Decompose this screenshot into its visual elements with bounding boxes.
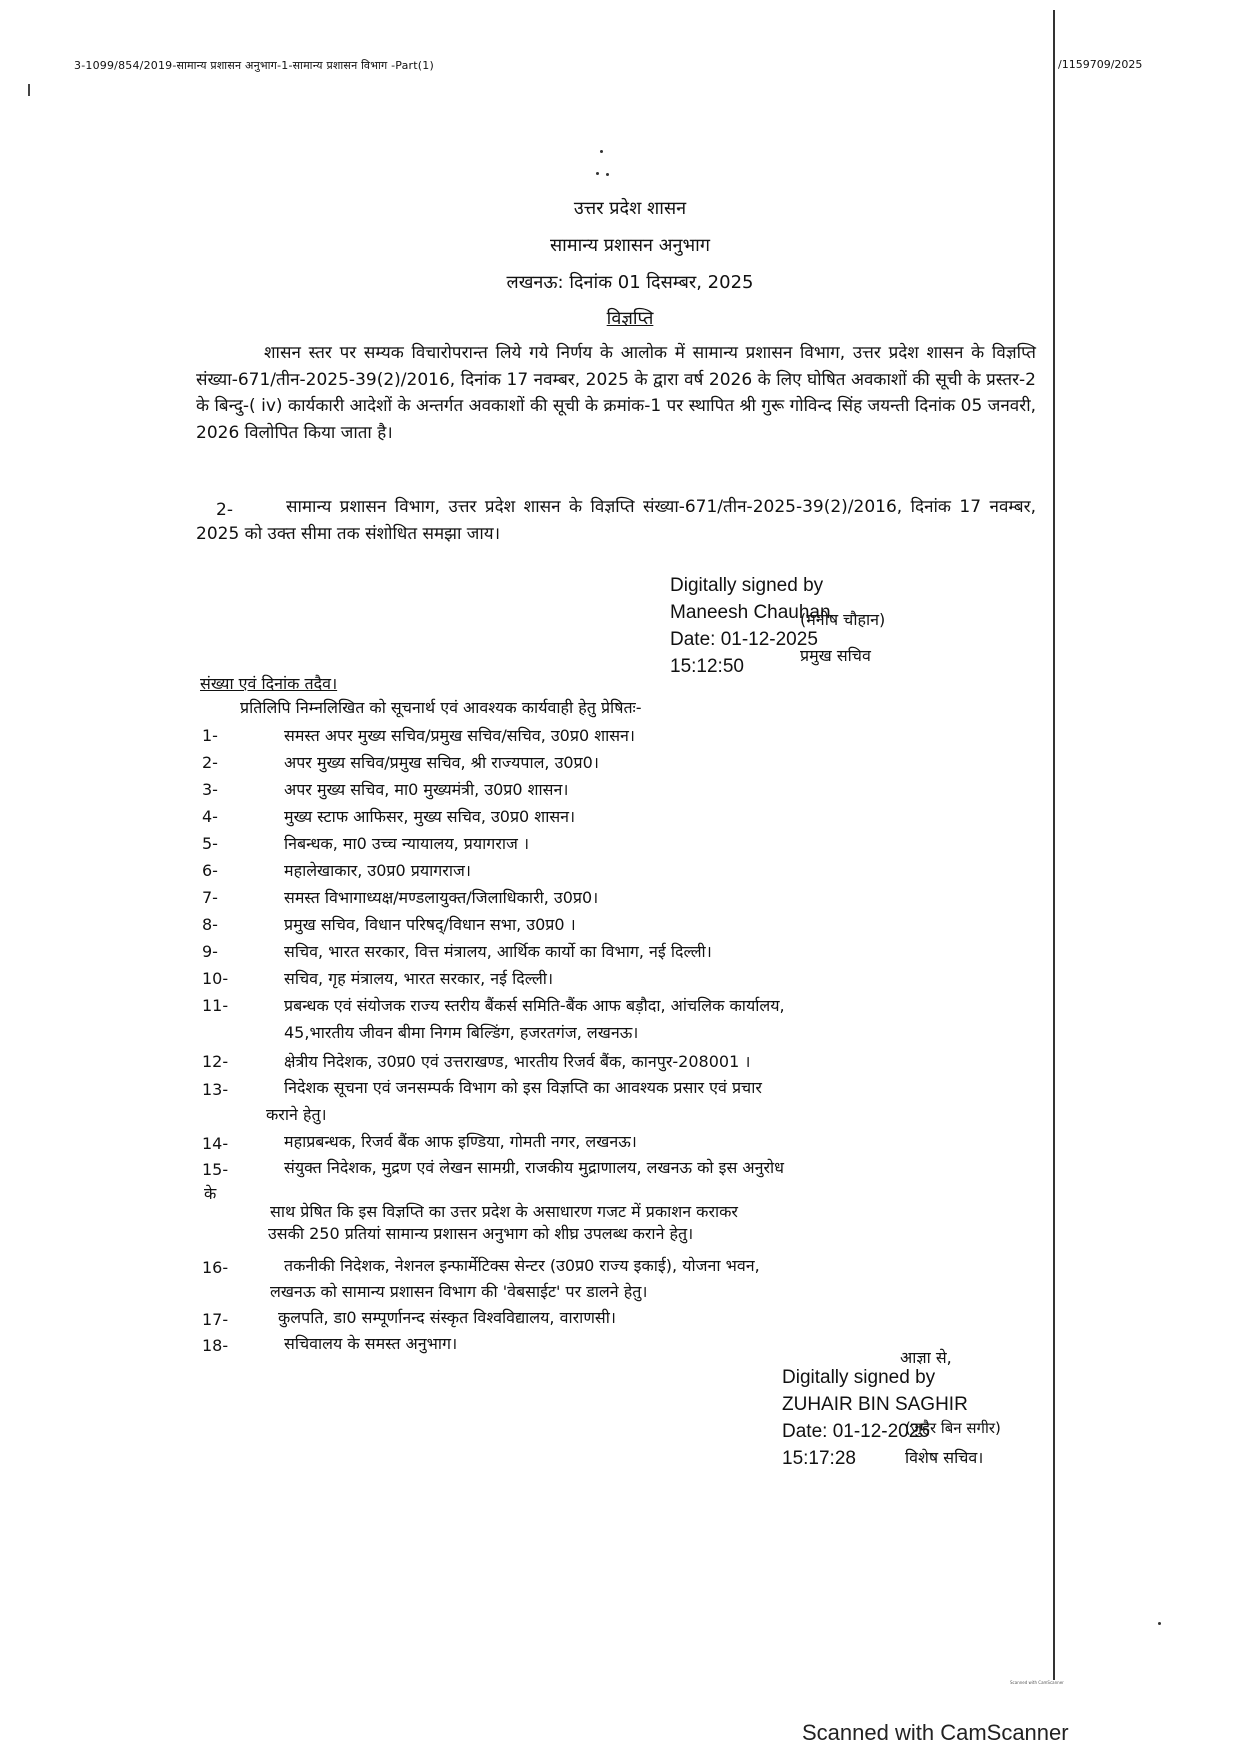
list-item: प्रबन्धक एवं संयोजक राज्य स्तरीय बैंकर्स समिति-बैंक आफ बड़ौदा, आंचलिक कार्यालय, [284, 996, 785, 1015]
scan-border-line [1053, 10, 1055, 1680]
signer-name: ZUHAIR BIN SAGHIR [782, 1394, 968, 1415]
list-item-number: 14- [202, 1134, 229, 1153]
list-item: क्षेत्रीय निदेशक, उ0प्र0 एवं उत्तराखण्ड, भारतीय रिजर्व बैंक, कानपुर-208001 । [284, 1052, 751, 1071]
list-item: सचिव, गृह मंत्रालय, भारत सरकार, नई दिल्ली। [284, 969, 554, 988]
section-name: सामान्य प्रशासन अनुभाग [550, 235, 710, 256]
reference-heading: संख्या एवं दिनांक तदैव। [200, 674, 338, 693]
list-item-number: 1- [202, 726, 218, 745]
list-item-number: 16- [202, 1258, 229, 1277]
government-name: उत्तर प्रदेश शासन [573, 198, 687, 219]
list-item-number: 3- [202, 780, 218, 799]
list-item-number: 4- [202, 807, 218, 826]
list-item-number: 5- [202, 834, 218, 853]
copy-intro: प्रतिलिपि निम्नलिखित को सूचनार्थ एवं आवश्यक कार्यवाही हेतु प्रेषितः- [240, 698, 642, 717]
signature-label: Digitally signed by [670, 575, 824, 596]
list-item-number: 15- [202, 1160, 229, 1179]
by-order-text: आज्ञा से, [900, 1348, 952, 1367]
paragraph-2: सामान्य प्रशासन विभाग, उत्तर प्रदेश शासन के विज्ञप्ति संख्या-671/तीन-2025-39(2)/2016, दिनांक 17 नवम्बर, 2025 को उक्त सीमा तक संशोधित समझा जाय। [196, 497, 1036, 544]
list-item-number: 11- [202, 996, 229, 1015]
list-item: संयुक्त निदेशक, मुद्रण एवं लेखन सामग्री, राजकीय मुद्राणालय, लखनऊ को इस अनुरोध [284, 1158, 785, 1177]
signature-label: Digitally signed by [782, 1367, 936, 1388]
scan-speck [596, 172, 599, 175]
document-number: /1159709/2025 [1058, 58, 1143, 71]
list-item: समस्त अपर मुख्य सचिव/प्रमुख सचिव/सचिव, उ0प्र0 शासन। [284, 726, 635, 745]
list-item-continuation: 45,भारतीय जीवन बीमा निगम बिल्डिंग, हजरतगंज, लखनऊ। [284, 1023, 639, 1042]
paragraph-1: शासन स्तर पर सम्यक विचारोपरान्त लिये गये निर्णय के आलोक में सामान्य प्रशासन विभाग, उत्तर प्रदेश शासन के विज्ञप्ति संख्या-671/तीन-2025-39(2)/2016, दिनांक 17 नवम्बर, 2025 के द्वारा वर्ष 2026 के लिए घोषित अवकाशों की सूची के प्रस्तर-2 के बिन्दु-( iv) कार्यकारी आदेशों के अन्तर्गत अवकाशों की सूची के क्रमांक-1 पर स्थापित श्री गुरू गोविन्द सिंह जयन्ती दिनांक 05 जनवरी, 2026 विलोपित किया जाता है। [196, 343, 1036, 443]
list-item-number: 17- [202, 1310, 229, 1329]
paragraph-2-number: 2- [216, 500, 233, 520]
list-item: समस्त विभागाध्यक्ष/मण्डलायुक्त/जिलाधिकारी, उ0प्र0। [284, 888, 599, 907]
list-item: प्रमुख सचिव, विधान परिषद्/विधान सभा, उ0प्र0 । [284, 915, 576, 934]
signer-hindi-title: विशेष सचिव। [905, 1448, 984, 1467]
list-item: सचिव, भारत सरकार, वित्त मंत्रालय, आर्थिक कार्यो का विभाग, नई दिल्ली। [284, 942, 712, 961]
list-item-number: 10- [202, 969, 229, 988]
list-item-number: 18- [202, 1336, 229, 1355]
list-item: महालेखाकार, उ0प्र0 प्रयागराज। [284, 861, 471, 880]
signature-date: Date: 01-12-2025 [782, 1421, 930, 1442]
list-item: तकनीकी निदेशक, नेशनल इन्फार्मेटिक्स सेन्टर (उ0प्र0 राज्य इकाई), योजना भवन, [284, 1256, 760, 1275]
list-item: निबन्धक, मा0 उच्च न्यायालय, प्रयागराज । [284, 834, 530, 853]
signer-hindi-title: प्रमुख सचिव [800, 646, 871, 665]
signer-hindi-name: (जुहैर बिन सगीर) [905, 1419, 1001, 1437]
signature-time: 15:17:28 [782, 1448, 856, 1469]
list-item-number: 8- [202, 915, 218, 934]
list-item: अपर मुख्य सचिव, मा0 मुख्यमंत्री, उ0प्र0 शासन। [284, 780, 569, 799]
scanner-watermark-small: Scanned with CamScanner [1010, 1680, 1064, 1685]
list-item-continuation: कराने हेतु। [266, 1105, 327, 1124]
list-item: सचिवालय के समस्त अनुभाग। [284, 1334, 458, 1353]
notification-title: विज्ञप्ति [606, 308, 654, 329]
place-and-date: लखनऊ: दिनांक 01 दिसम्बर, 2025 [506, 272, 754, 293]
list-item-continuation: साथ प्रेषित कि इस विज्ञप्ति का उत्तर प्रदेश के असाधारण गजट में प्रकाशन कराकर [270, 1202, 738, 1221]
list-item-continuation: उसकी 250 प्रतियां सामान्य प्रशासन अनुभाग को शीघ्र उपलब्ध कराने हेतु। [268, 1224, 694, 1243]
scan-mark [28, 84, 30, 96]
list-item-continuation: लखनऊ को सामान्य प्रशासन विभाग की 'वेबसाईट' पर डालने हेतु। [270, 1282, 648, 1301]
scan-speck [1158, 1622, 1161, 1625]
signer-hindi-name: (मनीष चौहान) [800, 610, 886, 629]
scanner-watermark: Scanned with CamScanner [802, 1720, 1069, 1745]
list-item-number: 2- [202, 753, 218, 772]
list-item: मुख्य स्टाफ आफिसर, मुख्य सचिव, उ0प्र0 शासन। [284, 807, 576, 826]
list-item-number: 13- [202, 1080, 229, 1099]
file-reference: 3-1099/854/2019-सामान्य प्रशासन अनुभाग-1-सामान्य प्रशासन विभाग -Part(1) [74, 59, 434, 72]
list-item: कुलपति, डा0 सम्पूर्णानन्द संस्कृत विश्वविद्यालय, वाराणसी। [278, 1308, 616, 1327]
signer-name: Maneesh Chauhan [670, 602, 831, 623]
list-item: महाप्रबन्धक, रिजर्व बैंक आफ इण्डिया, गोमती नगर, लखनऊ। [284, 1132, 637, 1151]
list-item-number: 12- [202, 1052, 229, 1071]
list-item-number: 9- [202, 942, 218, 961]
list-item-number: 6- [202, 861, 218, 880]
signature-time: 15:12:50 [670, 656, 744, 677]
scan-speck [600, 150, 603, 153]
signature-date: Date: 01-12-2025 [670, 629, 818, 650]
list-item-number: 7- [202, 888, 218, 907]
list-item-continuation: के [204, 1184, 217, 1203]
scan-speck [606, 173, 609, 176]
list-item: अपर मुख्य सचिव/प्रमुख सचिव, श्री राज्यपाल, उ0प्र0। [284, 753, 599, 772]
list-item: निदेशक सूचना एवं जनसम्पर्क विभाग को इस विज्ञप्ति का आवश्यक प्रसार एवं प्रचार [284, 1078, 762, 1097]
